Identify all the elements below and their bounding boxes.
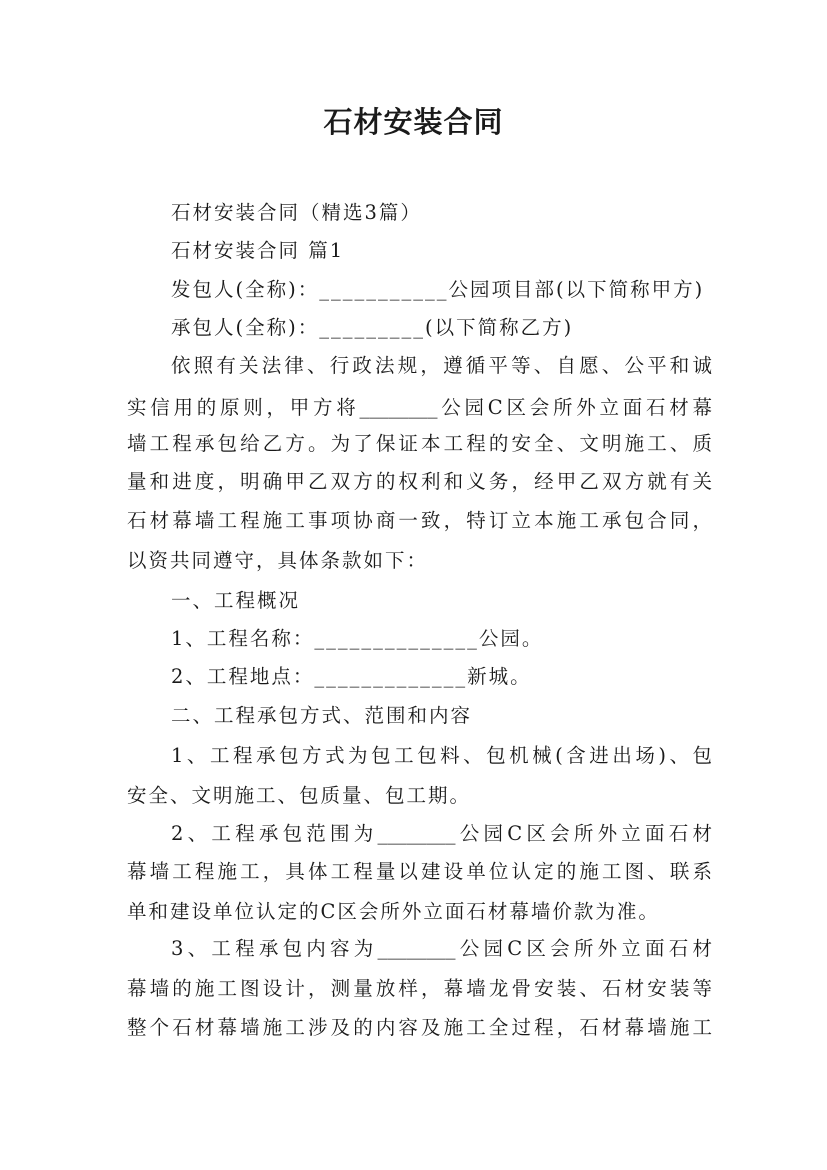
- party-b-line: 承包人(全称)：_________(以下简称乙方): [171, 316, 574, 339]
- section-heading: 石材安装合同 篇1: [171, 239, 345, 262]
- clause-line: 整个石材幕墙施工涉及的内容及施工全过程，石材幕墙施工: [127, 1016, 712, 1039]
- paragraph-line: 以资共同遵守，具体条款如下：: [127, 549, 429, 572]
- party-a-line: 发包人(全称)：___________公园项目部(以下简称甲方): [171, 278, 705, 301]
- clause-line: 2、工程承包范围为________公园C区会所外立面石材: [171, 822, 712, 845]
- section-heading: 一、工程概况: [171, 589, 301, 612]
- paragraph-line: 石材幕墙工程施工事项协商一致，特订立本施工承包合同，: [127, 509, 712, 532]
- clause-line: 3、工程承包内容为________公园C区会所外立面石材: [171, 937, 712, 960]
- clause-line: 1、工程承包方式为包工包料、包机械(含进出场)、包: [171, 744, 712, 767]
- clause-line: 幕墙的施工图设计，测量放样，幕墙龙骨安装、石材安装等: [127, 977, 712, 1000]
- section-heading: 二、工程承包方式、范围和内容: [171, 704, 473, 727]
- document-title: 石材安装合同: [323, 105, 504, 139]
- paragraph-line: 依照有关法律、行政法规，遵循平等、自愿、公平和诚: [171, 354, 712, 377]
- clause-line: 1、工程名称：______________公园。: [171, 627, 544, 650]
- paragraph-line: 墙工程承包给乙方。为了保证本工程的安全、文明施工、质: [127, 432, 712, 455]
- paragraph-line: 量和进度，明确甲乙双方的权利和义务，经甲乙双方就有关: [127, 470, 712, 493]
- clause-line: 2、工程地点：_____________新城。: [171, 665, 532, 688]
- clause-line: 单和建设单位认定的C区会所外立面石材幕墙价款为准。: [127, 900, 660, 923]
- paragraph-line: 实信用的原则，甲方将________公园C区会所外立面石材幕: [127, 396, 712, 419]
- clause-line: 幕墙工程施工，具体工程量以建设单位认定的施工图、联系: [127, 860, 712, 883]
- clause-line: 安全、文明施工、包质量、包工期。: [127, 784, 472, 807]
- subtitle-line: 石材安装合同（精选3篇）: [171, 201, 422, 224]
